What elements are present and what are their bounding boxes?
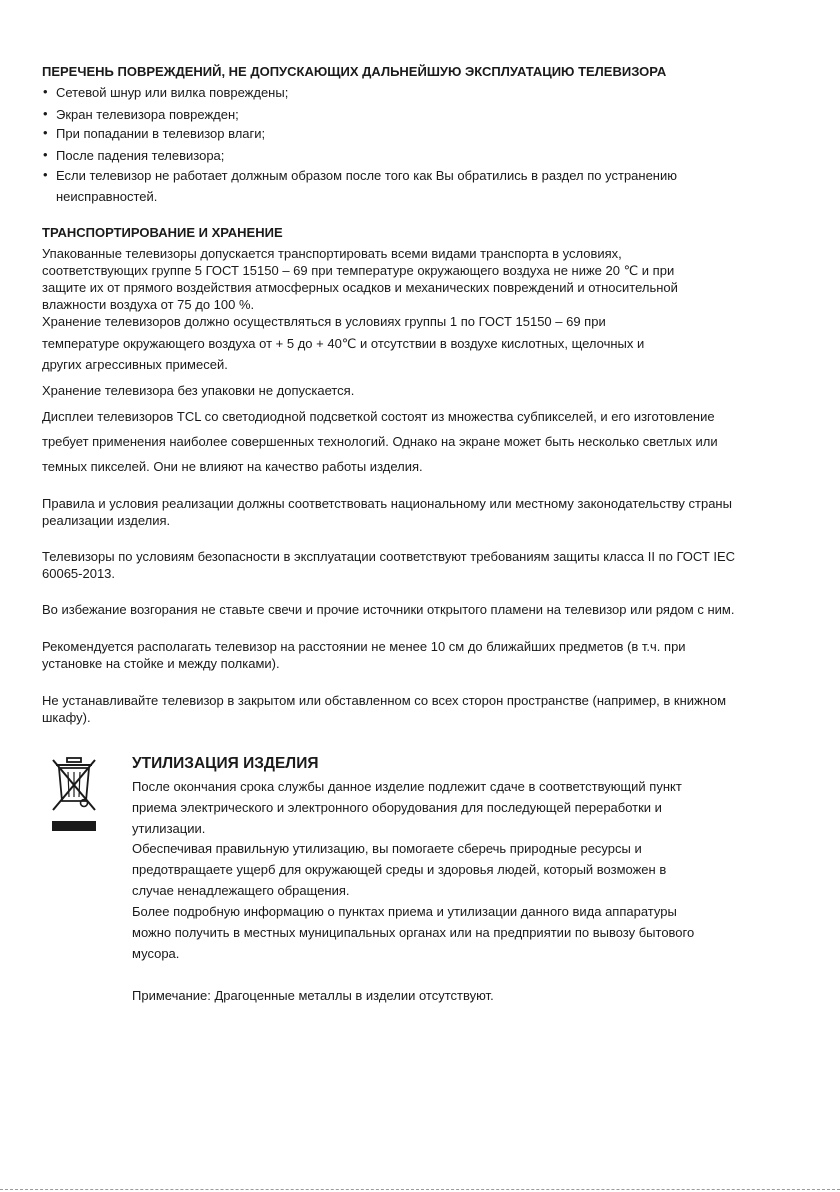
paragraph-line: температуре окружающего воздуха от + 5 до + 40℃ и отсутствии в воздухе кислотных, щелочных и (42, 336, 645, 351)
paragraph-line: соответствующих группе 5 ГОСТ 15150 – 69 при температуре окружающего воздуха не ниже 20 ℃ и при (42, 263, 675, 278)
note-line: Примечание: Драгоценные металлы в изделии отсутствуют. (132, 988, 494, 1003)
paragraph-line: шкафу). (42, 710, 91, 725)
paragraph-line: влажности воздуха от 75 до 100 %. (42, 297, 255, 312)
bullet-item: Если телевизор не работает должным образом после того как Вы обратились в раздел по устранению (56, 168, 677, 183)
paragraph-line: темных пикселей. Они не влияют на качество работы изделия. (42, 459, 423, 474)
paragraph-line: Телевизоры по условиям безопасности в эксплуатации соответствуют требованиям защиты класса II по ГОСТ IEC (42, 549, 736, 564)
paragraph-line: других агрессивных примесей. (42, 357, 228, 372)
bullet-marker: • (43, 106, 48, 121)
bullet-item-continuation: неисправностей. (56, 189, 158, 204)
paragraph-line: Хранение телевизоров должно осуществляться в условиях группы 1 по ГОСТ 15150 – 69 при (42, 314, 606, 329)
paragraph-line: После окончания срока службы данное изделие подлежит сдаче в соответствующий пункт (132, 779, 682, 794)
section-heading-transport: ТРАНСПОРТИРОВАНИЕ И ХРАНЕНИЕ (42, 225, 283, 240)
crossed-out-wheelie-bin-icon (48, 755, 100, 835)
page-bottom-edge (0, 1189, 840, 1190)
bullet-item: Сетевой шнур или вилка повреждены; (56, 85, 289, 100)
paragraph-line: реализации изделия. (42, 513, 171, 528)
paragraph-line: Рекомендуется располагать телевизор на расстоянии не менее 10 см до ближайших предметов (в т.ч. при (42, 639, 686, 654)
paragraph-line: 60065-2013. (42, 566, 116, 581)
paragraph-line: утилизации. (132, 821, 206, 836)
paragraph-line: Упакованные телевизоры допускается транспортировать всеми видами транспорта в условиях, (42, 246, 622, 261)
bullet-marker: • (43, 84, 48, 99)
paragraph-line: приема электрического и электронного оборудования для последующей переработки и (132, 800, 662, 815)
section-heading-damages: ПЕРЕЧЕНЬ ПОВРЕЖДЕНИЙ, НЕ ДОПУСКАЮЩИХ ДАЛЬНЕЙШУЮ ЭКСПЛУАТАЦИЮ ТЕЛЕВИЗОРА (42, 64, 667, 79)
paragraph-line: требует применения наиболее совершенных технологий. Однако на экране может быть несколько светлых или (42, 434, 718, 449)
bullet-marker: • (43, 147, 48, 162)
paragraph-line: Во избежание возгорания не ставьте свечи и прочие источники открытого пламени на телевизор или рядом с ним. (42, 602, 735, 617)
bullet-item: Экран телевизора поврежден; (56, 107, 239, 122)
paragraph-line: предотвращаете ущерб для окружающей среды и здоровья людей, который возможен в (132, 862, 667, 877)
paragraph-line: Дисплеи телевизоров TCL со светодиодной подсветкой состоят из множества субпикселей, и его изготовление (42, 409, 715, 424)
bullet-marker: • (43, 167, 48, 182)
paragraph-line: Обеспечивая правильную утилизацию, вы помогаете сберечь природные ресурсы и (132, 841, 642, 856)
bullet-item: При попадании в телевизор влаги; (56, 126, 266, 141)
paragraph-line: Не устанавливайте телевизор в закрытом или обставленном со всех сторон пространстве (например, в книжном (42, 693, 727, 708)
bullet-marker: • (43, 125, 48, 140)
paragraph-line: можно получить в местных муниципальных органах или на предприятии по вывозу бытового (132, 925, 695, 940)
paragraph-line: Правила и условия реализации должны соответствовать национальному или местному законодательству страны (42, 496, 732, 511)
bullet-item: После падения телевизора; (56, 148, 225, 163)
paragraph-line: защите их от прямого воздействия атмосферных осадков и механических повреждений и относительной (42, 280, 678, 295)
paragraph-line: установке на стойке и между полками). (42, 656, 280, 671)
paragraph-line: Хранение телевизора без упаковки не допускается. (42, 383, 355, 398)
paragraph-line: случае ненадлежащего обращения. (132, 883, 350, 898)
paragraph-line: мусора. (132, 946, 180, 961)
section-heading-disposal: УТИЛИЗАЦИЯ ИЗДЕЛИЯ (132, 755, 319, 772)
paragraph-line: Более подробную информацию о пунктах приема и утилизации данного вида аппаратуры (132, 904, 677, 919)
